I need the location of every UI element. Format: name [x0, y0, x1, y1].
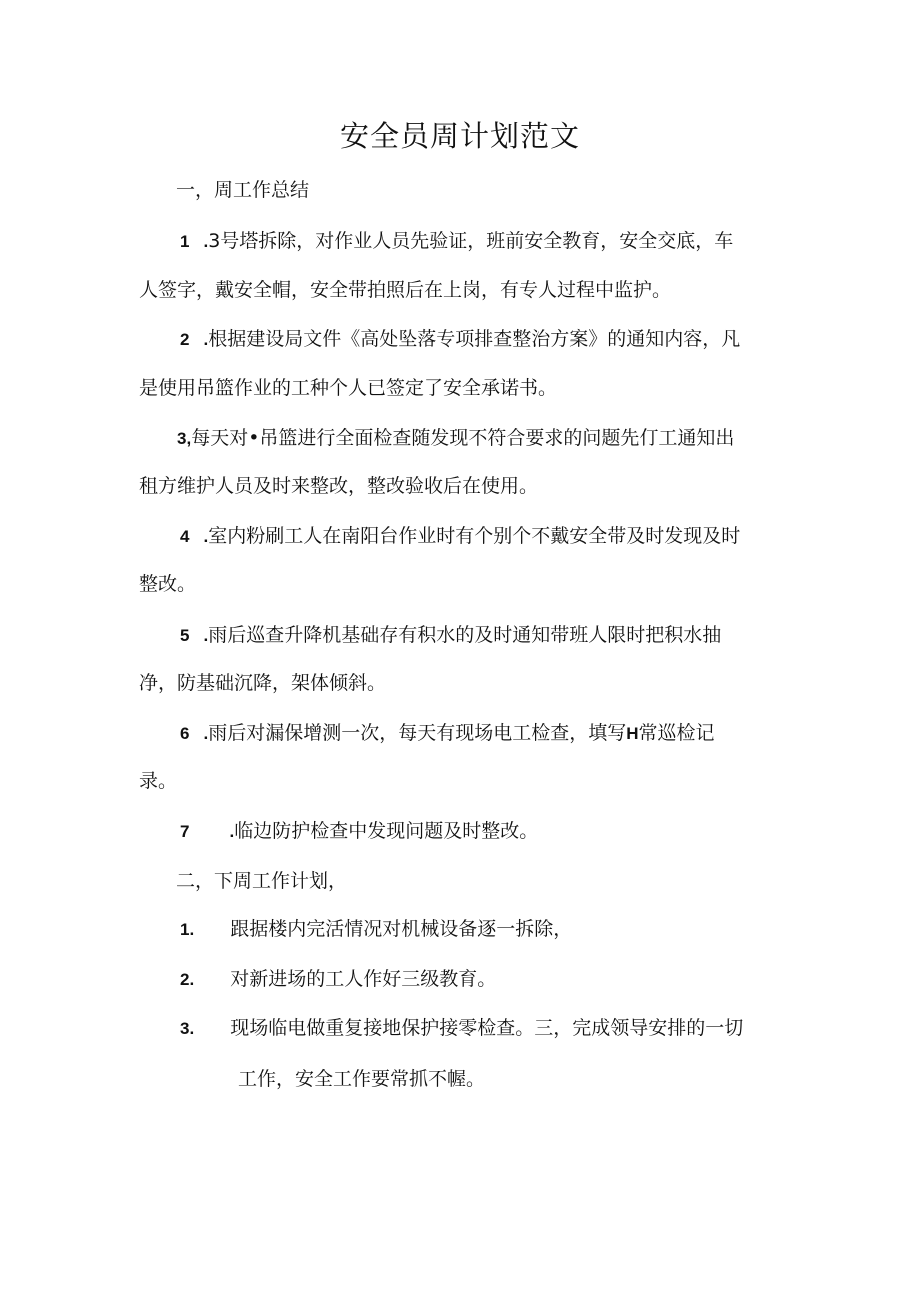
summary-item-4-line1	[180, 521, 740, 552]
item-text: 现场临电做重复接地保护接零检查。三，完成领导安排的一切	[230, 1017, 744, 1039]
item-number: 6	[180, 724, 190, 743]
item-number: 7	[180, 822, 190, 841]
summary-item-4-line2: 整改。	[139, 573, 197, 595]
summary-item-1-line1	[180, 226, 733, 257]
plan-item-2	[180, 964, 496, 995]
section-heading-summary: 一，周工作总结	[176, 179, 310, 201]
document-title: 安全员周计划范文	[339, 119, 580, 153]
item-text: 根据建设局文件《高处坠落专项排查整治方案》的通知内容，凡	[208, 328, 741, 350]
item-separator: .	[203, 626, 209, 645]
item-separator: .	[203, 232, 209, 251]
item-text-tail: 常巡检记	[638, 722, 715, 744]
summary-item-7-line1	[180, 816, 538, 847]
summary-item-2-line2: 是使用吊篮作业的工种个人已签定了安全承诺书。	[139, 377, 558, 399]
plan-item-3-line1	[180, 1013, 743, 1044]
summary-item-5-line1	[180, 620, 721, 651]
summary-item-6-line2: 录。	[139, 770, 178, 792]
item-number: 3,	[177, 429, 192, 448]
section-heading-plan: 二，下周工作计划，	[176, 870, 348, 892]
item-separator: .	[203, 330, 209, 349]
item-text-glyph: H	[626, 724, 639, 743]
item-separator: .	[229, 822, 235, 841]
item-separator: .	[203, 724, 209, 743]
plan-item-3-line2: 工作，安全工作要常抓不幄。	[238, 1068, 486, 1090]
item-number: 4	[180, 527, 190, 546]
item-number: 3.	[180, 1019, 195, 1038]
summary-item-6-line1	[180, 718, 715, 749]
item-text: 临边防护检查中发现问题及时整改。	[234, 820, 539, 842]
item-number: 2.	[180, 970, 195, 989]
item-number: 1	[180, 232, 190, 251]
item-text: 每天对•吊篮进行全面检查随发现不符合要求的问题先仃工通知出	[191, 427, 735, 449]
summary-item-3-line1	[177, 423, 734, 454]
item-number: 1.	[180, 920, 195, 939]
item-text: 3号塔拆除，对作业人员先验证，班前安全教育，安全交底，车	[208, 230, 734, 252]
item-separator: .	[203, 527, 209, 546]
item-text: 对新进场的工人作好三级教育。	[230, 968, 497, 990]
summary-item-1-line2: 人签字，戴安全帽，安全带拍照后在上岗，有专人过程中监护。	[139, 279, 672, 301]
item-text: 跟据楼内完活情况对机械设备逐一拆除，	[230, 918, 573, 940]
summary-item-5-line2: 净，防基础沉降，架体倾斜。	[139, 672, 387, 694]
item-text: 雨后巡查升降机基础存有积水的及时通知带班人限时把积水抽	[208, 624, 722, 646]
item-number: 2	[180, 330, 190, 349]
item-text: 室内粉刷工人在南阳台作业时有个别个不戴安全带及时发现及时	[208, 525, 741, 547]
item-text: 雨后对漏保增测一次，每天有现场电工检查，填写	[208, 722, 627, 744]
plan-item-1	[180, 914, 572, 945]
summary-item-2-line1	[180, 324, 740, 355]
summary-item-3-line2: 租方维护人员及时来整改，整改验收后在使用。	[139, 475, 539, 497]
item-number: 5	[180, 626, 190, 645]
